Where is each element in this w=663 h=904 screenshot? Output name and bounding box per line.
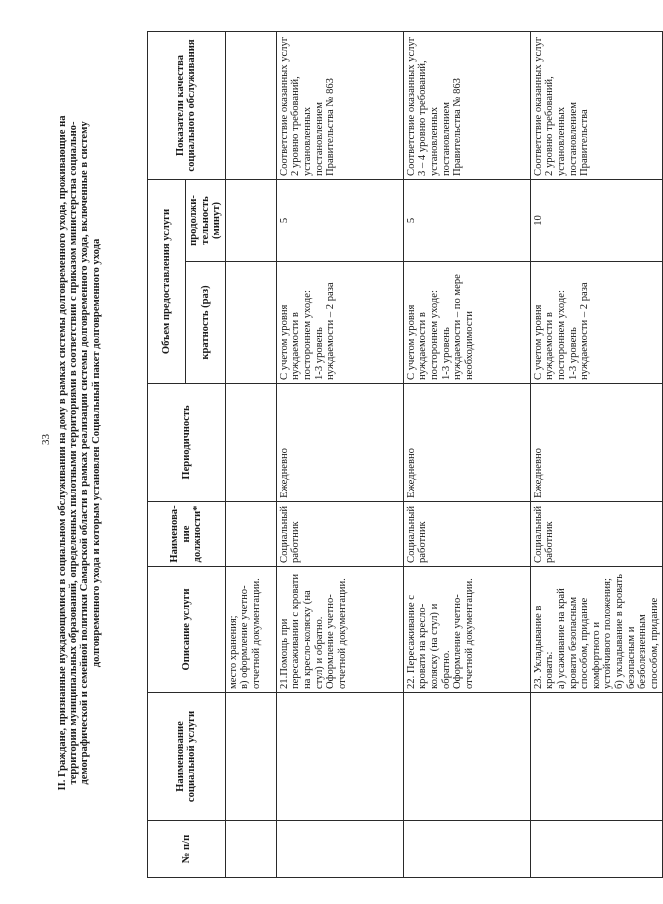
cell-multiplicity: С учетом уровня нуждаемости в постороннем уходе: 1-3 уровень нуждаемости – 2 раза (530, 262, 663, 384)
cell-position: Социальный работник (530, 502, 663, 567)
cell-num (225, 821, 276, 878)
cell-description: 22. Пересаживание с кровати на кресло-коляску (на стул) и обратно. Оформление учетно-отчетной документации. (403, 567, 530, 693)
cell-num (403, 821, 530, 878)
heading-line: территории муниципальных образований, определенных пилотными территориями в соответствии с приказом министерства социально- (68, 121, 80, 785)
cell-periodicity: Ежедневно (530, 384, 663, 502)
cell-quality: Соответствие оказанных услуг 2 уровню требований, установленных постановлением Правительства № 863 (276, 32, 403, 180)
cell-quality: Соответствие оказанных услуг 2 уровню требований, установленных постановлением Правительства (530, 32, 663, 180)
cell-description: 21.Помощь при пересаживании с кровати на кресло-коляску (на стул) и обратно. Оформление учетно-отчетной документации. (276, 567, 403, 693)
header-num: № п/п (148, 821, 226, 878)
header-quality: Показатели качества социального обслуживания (148, 32, 226, 180)
header-multiplicity: кратность (раз) (186, 262, 226, 384)
cell-position: Социальный работник (276, 502, 403, 567)
cell-description: 23. Укладывание в кровать: а) усаживание на край кровати безопасным способом, придание комфортного и устойчивого положения; б) укладывание в кровать безопасным и безболезненным способом, придание (530, 567, 663, 693)
cell-multiplicity: С учетом уровня нуждаемости в постороннем уходе: 1-3 уровень нуждаемости – 2 раза (276, 262, 403, 384)
header-position: Наименова-ние должности* (148, 502, 226, 567)
cell-position (225, 502, 276, 567)
cell-name (403, 693, 530, 821)
cell-position: Социальный работник (403, 502, 530, 567)
rotated-page-content (57, 20, 660, 886)
cell-multiplicity (225, 262, 276, 384)
cell-periodicity: Ежедневно (403, 384, 530, 502)
cell-description: место хранения; в) оформление учетно-отчетной документации. (225, 567, 276, 693)
cell-quality (225, 32, 276, 180)
cell-num (276, 821, 403, 878)
header-volume-group: Объем предоставления услуги (148, 180, 186, 384)
heading-line: II. Граждане, признанные нуждающимися в социальном обслуживании на дому в рамках системы долговременного ухода, проживающие на (57, 115, 68, 791)
cell-periodicity (225, 384, 276, 502)
cell-periodicity: Ежедневно (276, 384, 403, 502)
header-name: Наименование социальной услуги (148, 693, 226, 821)
cell-quality: Соответствие оказанных услуг 3 – 4 уровню требований, установленных постановлением Правительства № 863 (403, 32, 530, 180)
table-row (403, 32, 530, 878)
cell-duration: 5 (403, 180, 530, 262)
table-body (225, 32, 663, 878)
cell-num (530, 821, 663, 878)
cell-name (530, 693, 663, 821)
services-table (147, 31, 663, 878)
cell-duration (225, 180, 276, 262)
heading-line: долговременного ухода и которым установлен Социальный пакет долговременного ухода (90, 238, 102, 668)
section-heading (57, 20, 147, 886)
header-description: Описание услуги (148, 567, 226, 693)
page-number: 33 (40, 434, 52, 445)
header-periodicity: Периодичность (148, 384, 226, 502)
cell-duration: 10 (530, 180, 663, 262)
heading-line: демографической и семейной политики Самарской области в рамках реализации системы долговременного ухода, включенные в систему (79, 121, 91, 785)
cell-name (225, 693, 276, 821)
cell-multiplicity: С учетом уровня нуждаемости в постороннем уходе: 1-3 уровень нуждаемости – по мере необходимости (403, 262, 530, 384)
cell-duration: 5 (276, 180, 403, 262)
header-duration: продолжи-тельность (минут) (186, 180, 226, 262)
table-row (530, 32, 663, 878)
cell-name (276, 693, 403, 821)
table-row (276, 32, 403, 878)
table-row (225, 32, 276, 878)
